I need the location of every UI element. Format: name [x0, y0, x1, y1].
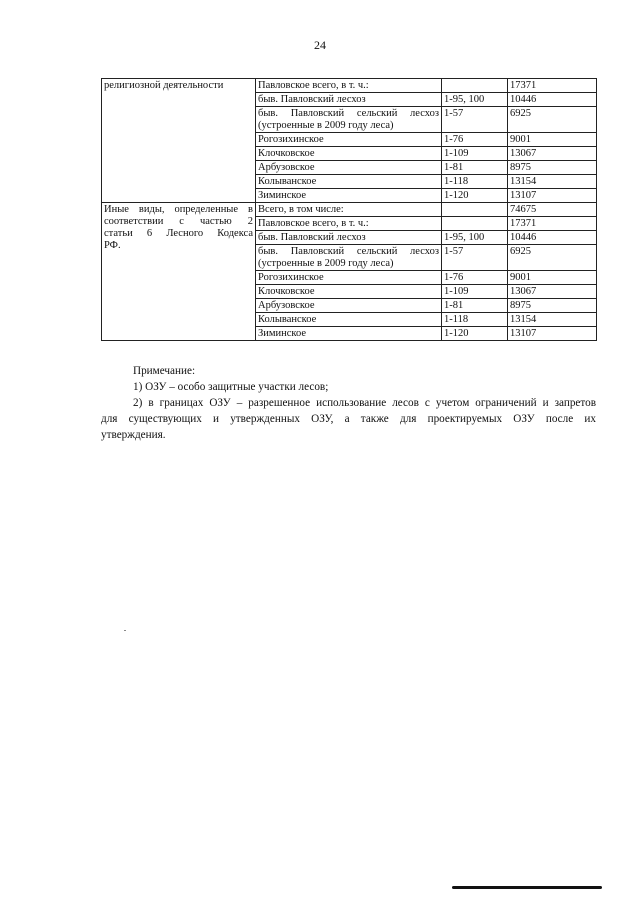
quarter-numbers-cell [442, 203, 508, 217]
purpose-line: РФ. [104, 240, 121, 251]
area-cell: 8975 [508, 299, 597, 313]
note-item-1: 1) ОЗУ – особо защитные участки лесов; [133, 381, 329, 393]
forestry-name-cell: Колыванское [256, 313, 442, 327]
area-cell: 9001 [508, 133, 597, 147]
quarter-numbers-cell: 1-81 [442, 161, 508, 175]
purpose-line: религиозной деятельности [104, 80, 224, 91]
area-cell: 10446 [508, 231, 597, 245]
forestry-name-cell: Арбузовское [256, 161, 442, 175]
quarter-numbers-cell: 1-76 [442, 271, 508, 285]
forestry-name-cell: быв. Павловский сельский лесхоз (устроенные в 2009 году леса) [256, 245, 442, 271]
forestry-name-cell: быв. Павловский лесхоз [256, 231, 442, 245]
area-cell: 13107 [508, 189, 597, 203]
forestry-name-cell: Павловское всего, в т. ч.: [256, 79, 442, 93]
signature-line [452, 886, 602, 889]
forestry-name-cell: Рогозихинское [256, 133, 442, 147]
area-cell: 8975 [508, 161, 597, 175]
area-cell: 10446 [508, 93, 597, 107]
note-item-2: 2) в границах ОЗУ – разрешенное использование лесов с учетом ограничений и запретов для существующих и утвержденных ОЗУ, а также для проектируемых ОЗУ после их утверждения. [101, 397, 596, 441]
quarter-numbers-cell: 1-120 [442, 327, 508, 341]
area-cell: 9001 [508, 271, 597, 285]
area-cell: 74675 [508, 203, 597, 217]
forest-purpose-cell [102, 203, 256, 341]
page-number: 24 [314, 38, 326, 52]
forestry-name-cell: быв. Павловский лесхоз [256, 93, 442, 107]
area-cell: 13067 [508, 147, 597, 161]
quarter-numbers-cell: 1-81 [442, 299, 508, 313]
quarter-numbers-cell [442, 217, 508, 231]
table-row [102, 203, 597, 217]
area-cell: 13107 [508, 327, 597, 341]
area-cell: 17371 [508, 217, 597, 231]
notes-title: Примечание: [133, 365, 196, 377]
notes-section [101, 363, 596, 443]
area-cell: 13154 [508, 175, 597, 189]
purpose-line: Иные виды, определенные в [104, 204, 253, 215]
quarter-numbers-cell: 1-95, 100 [442, 93, 508, 107]
forestry-name-cell: быв. Павловский сельский лесхоз (устроенные в 2009 году леса) [256, 107, 442, 133]
forestry-name-cell: Клочковское [256, 285, 442, 299]
quarter-numbers-cell: 1-76 [442, 133, 508, 147]
purpose-line: статьи 6 Лесного Кодекса [104, 228, 253, 239]
quarter-numbers-cell: 1-95, 100 [442, 231, 508, 245]
forestry-name-cell: Зиминское [256, 327, 442, 341]
scan-speck [124, 630, 126, 631]
quarter-numbers-cell: 1-118 [442, 313, 508, 327]
quarter-numbers-cell: 1-57 [442, 245, 508, 271]
area-cell: 6925 [508, 107, 597, 133]
area-cell: 6925 [508, 245, 597, 271]
forestry-name-cell: Клочковское [256, 147, 442, 161]
quarter-numbers-cell: 1-109 [442, 147, 508, 161]
forestry-name-cell: Всего, в том числе: [256, 203, 442, 217]
quarter-numbers-cell: 1-109 [442, 285, 508, 299]
quarter-numbers-cell: 1-120 [442, 189, 508, 203]
purpose-line: соответствии с частью 2 [104, 216, 253, 227]
table-row [102, 79, 597, 93]
area-cell: 13067 [508, 285, 597, 299]
forest-allocation-table [101, 78, 597, 341]
quarter-numbers-cell: 1-118 [442, 175, 508, 189]
forestry-name-cell: Рогозихинское [256, 271, 442, 285]
forestry-name-cell: Зиминское [256, 189, 442, 203]
quarter-numbers-cell: 1-57 [442, 107, 508, 133]
forestry-name-cell: Арбузовское [256, 299, 442, 313]
forest-table-body [102, 79, 597, 341]
forestry-name-cell: Колыванское [256, 175, 442, 189]
area-cell: 13154 [508, 313, 597, 327]
forest-purpose-cell [102, 79, 256, 203]
quarter-numbers-cell [442, 79, 508, 93]
forestry-name-cell: Павловское всего, в т. ч.: [256, 217, 442, 231]
area-cell: 17371 [508, 79, 597, 93]
